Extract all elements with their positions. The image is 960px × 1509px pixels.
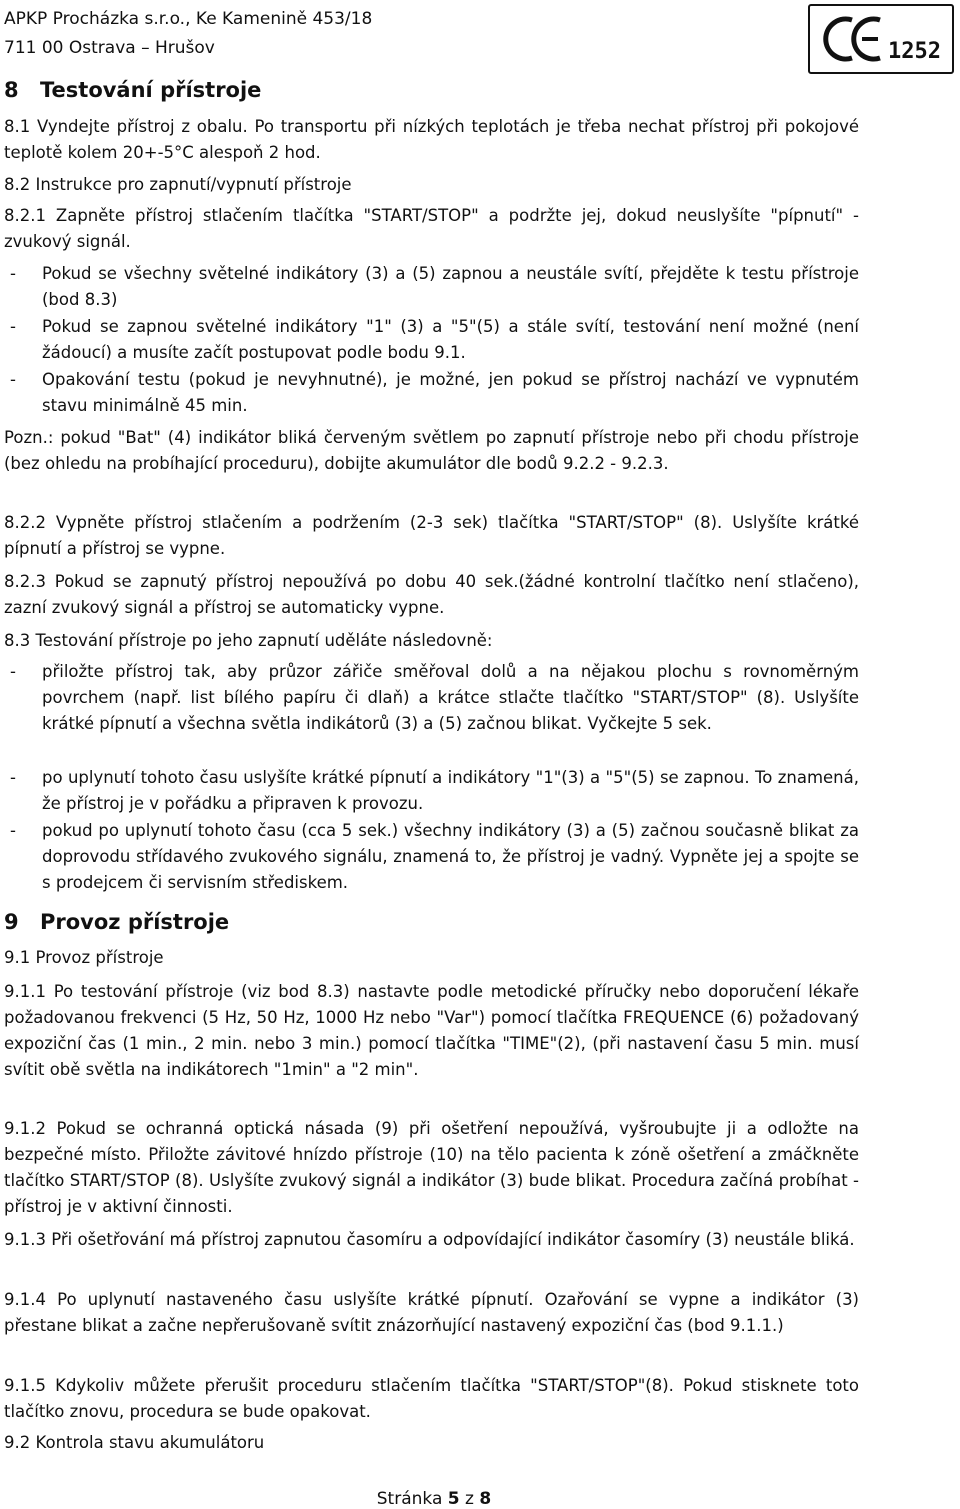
para-9-1-2: 9.1.2 Pokud se ochranná optická násada (9) při ošetření nepoužívá, vyšroubujte ji a odložte na bezpečné místo. Přiložte závitové hnízdo přístroje (10) na tělo pacienta k zóně ošetření a zmáčkněte tlačítko START/STOP (8). Uslyšíte zvukový signál a indikátor (3) bude blikat. Procedura začíná probíhat - přístroj je v aktivní činnosti. <box>4 1119 859 1216</box>
list-item: - Pokud se zapnou světelné indikátory "1" (3) a "5"(5) a stále svítí, testování není možné (není žádoucí) a musíte začít postupovat podle bodu 9.1. <box>10 317 859 362</box>
list-item: - pokud po uplynutí tohoto času (cca 5 sek.) všechny indikátory (3) a (5) začnou současně blikat za doprovodu střídavého zvukového signálu, znamená to, že přístroj je vadný. Vypněte jej a spojte se s prodejcem či servisním střediskem. <box>10 821 859 892</box>
page-footer <box>0 1489 868 1509</box>
list-item: - po uplynutí tohoto času uslyšíte krátké pípnutí a indikátory "1"(3) a "5"(5) se zapnou. To znamená, že přístroj je v pořádku a připraven k provozu. <box>10 768 859 813</box>
ce-mark-logo <box>808 4 954 74</box>
para-9-1-4: 9.1.4 Po uplynutí nastaveného času uslyšíte krátké pípnutí. Ozařování se vypne a indikátor (3) přestane blikat a začne nepřerušovaně svítit znázorňující nastavený expoziční čas (bod 9.1.1.) <box>4 1290 859 1335</box>
para-8-1: 8.1 Vyndejte přístroj z obalu. Po transportu při nízkých teplotách je třeba nechat přístroj při pokojové teplotě kolem 20+-5°C alespoň 2 hod. <box>4 117 859 162</box>
para-8-2-3: 8.2.3 Pokud se zapnutý přístroj nepoužívá po dobu 40 sek.(žádné kontrolní tlačítko není stlačeno), zazní zvukový signál a přístroj se automaticky vypne. <box>4 572 859 617</box>
para-9-1-3: 9.1.3 Při ošetřování má přístroj zapnutou časomíru a odpovídající indikátor časomíry (3) neustále bliká. <box>4 1230 855 1249</box>
para-9-1: 9.1 Provoz přístroje <box>4 948 164 967</box>
section-8-heading: 8 Testování přístroje <box>4 78 262 102</box>
para-9-1-1: 9.1.1 Po testování přístroje (viz bod 8.3) nastavte podle metodické příručky nebo doporučení lékaře požadovanou frekvenci (5 Hz, 50 Hz, 1000 Hz nebo "Var") pomocí tlačítka FREQUENCE (6) požadovaný expoziční čas (1 min., 2 min. nebo 3 min.) pomocí tlačítka "TIME"(2), (při nastavení času 5 min. musí svítit obě světla na indikátorech "1min" a "2 min". <box>4 982 859 1079</box>
ce-mark-icon <box>810 6 952 72</box>
footer-page-total: 8 <box>479 1489 492 1509</box>
footer-label: Stránka <box>376 1489 443 1509</box>
list-item: - Opakování testu (pokud je nevyhnutné), je možné, jen pokud se přístroj nachází ve vypnutém stavu minimálně 45 min. <box>10 370 859 415</box>
section-9-heading: 9 Provoz přístroje <box>4 910 230 934</box>
para-8-3: 8.3 Testování přístroje po jeho zapnutí uděláte následovně: <box>4 631 493 650</box>
para-8-2-1: 8.2.1 Zapněte přístroj stlačením tlačítka "START/STOP" a podržte jej, dokud neuslyšíte "pípnutí" - zvukový signál. <box>4 206 859 251</box>
note-paragraph: Pozn.: pokud "Bat" (4) indikátor bliká červeným světlem po zapnutí přístroje nebo při chodu přístroje (bez ohledu na probíhající proceduru), dobijte akumulátor dle bodů 9.2.2 - 9.2.3. <box>4 428 859 473</box>
header-address: 711 00 Ostrava – Hrušov <box>4 38 215 58</box>
header-company: APKP Procházka s.r.o., Ke Kamenině 453/18 <box>4 9 373 29</box>
footer-of: z <box>465 1489 474 1509</box>
para-9-1-5: 9.1.5 Kdykoliv můžete přerušit proceduru stlačením tlačítka "START/STOP"(8). Pokud stisknete toto tlačítko znovu, procedura se bude opakovat. <box>4 1376 859 1421</box>
para-8-2: 8.2 Instrukce pro zapnutí/vypnutí přístroje <box>4 175 352 194</box>
ce-number: 1252 <box>888 39 941 64</box>
list-item: - Pokud se všechny světelné indikátory (3) a (5) zapnou a neustále svítí, přejděte k testu přístroje (bod 8.3) <box>10 264 859 309</box>
para-8-2-2: 8.2.2 Vypněte přístroj stlačením a podržením (2-3 sek) tlačítka "START/STOP" (8). Uslyšíte krátké pípnutí a přístroj se vypne. <box>4 513 859 558</box>
footer-page-number: 5 <box>447 1489 460 1509</box>
list-item: - přiložte přístroj tak, aby průzor zářiče směřoval dolů a na nějakou plochu s rovnoměrným povrchem (např. list bílého papíru či dlaň) a krátce stlačte tlačítko "START/STOP" (8). Uslyšíte krátké pípnutí a všechna světla indikátorů (3) a (5) začnou blikat. Vyčkejte 5 sek. <box>10 662 859 733</box>
para-9-2: 9.2 Kontrola stavu akumulátoru <box>4 1433 265 1452</box>
